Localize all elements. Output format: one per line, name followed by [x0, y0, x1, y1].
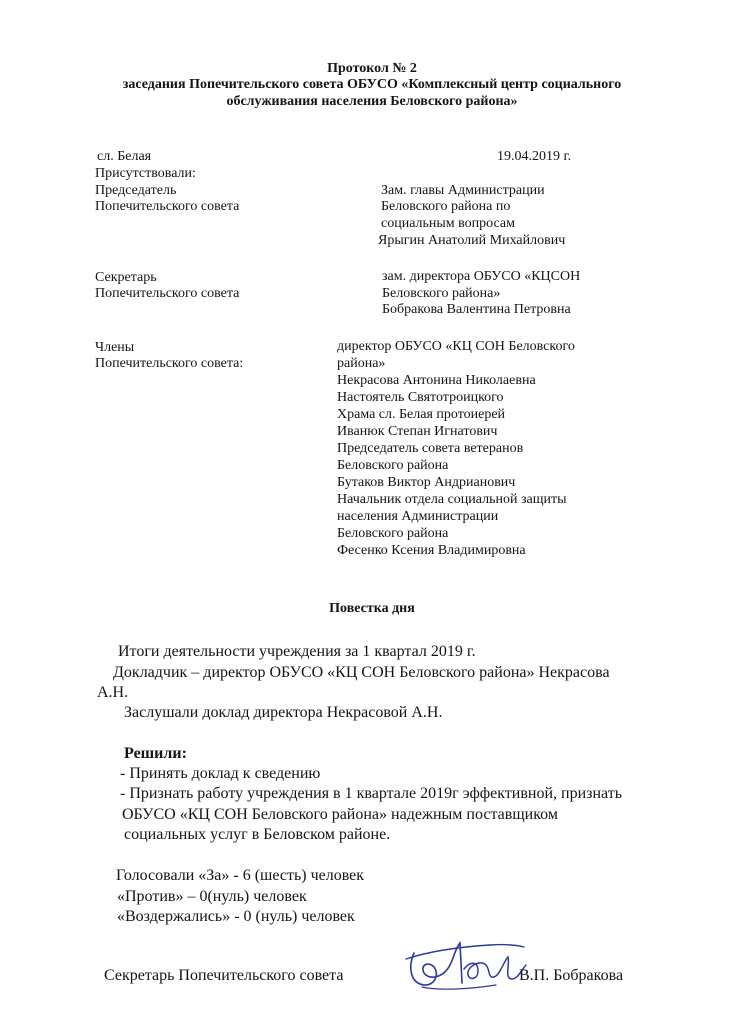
member-name: Некрасова Антонина Николаевна	[337, 373, 536, 388]
member-name: Иванюк Степан Игнатович	[337, 424, 498, 439]
agenda-heading: Повестка дня	[329, 601, 415, 616]
decision-heading: Решили:	[124, 745, 187, 762]
member-line: Беловского района	[337, 526, 449, 541]
member-name: Фесенко Ксения Владимировна	[337, 543, 526, 558]
member-line: Председатель совета ветеранов	[337, 441, 524, 456]
member-line: Начальник отдела социальной защиты	[337, 492, 567, 507]
secretary-line: зам. директора ОБУСО «КЦСОН	[382, 269, 581, 284]
agenda-item: Итоги деятельности учреждения за 1 квартал 2019 г.	[118, 643, 476, 660]
vote-abstained: «Воздержались» - 0 (нуль) человек	[117, 908, 355, 925]
present-label: Присутствовали:	[95, 166, 196, 181]
members-role-line-1: Члены	[95, 340, 135, 355]
member-line: населения Администрации	[337, 509, 499, 524]
chairman-line: Зам. главы Администрации	[381, 183, 545, 198]
chairman-line: социальным вопросам	[381, 216, 515, 231]
footer-secretary-name: В.П. Бобракова	[519, 967, 624, 984]
vote-against: «Против» – 0(нуль) человек	[117, 888, 307, 905]
member-line: Беловского района	[337, 458, 449, 473]
decision-line: - Признать работу учреждения в 1 квартале 2019г эффективной, признать	[120, 785, 622, 802]
meeting-place: сл. Белая	[97, 149, 152, 164]
vote-for: Голосовали «За» - 6 (шесть) человек	[116, 867, 365, 884]
meeting-date: 19.04.2019 г.	[497, 149, 572, 164]
secretary-name: Бобракова Валентина Петровна	[382, 302, 571, 317]
handwritten-signature	[400, 935, 530, 995]
chairman-role-line-1: Председатель	[95, 183, 177, 198]
chairman-line: Беловского района по	[381, 199, 511, 214]
member-line: Храма сл. Белая протоиерей	[337, 407, 506, 422]
document-subtitle-line-2: обслуживания населения Беловского района»	[226, 94, 518, 109]
decision-line: ОБУСО «КЦ СОН Беловского района» надежным поставщиком	[122, 806, 558, 823]
members-role-line-2: Попечительского совета:	[95, 356, 244, 371]
decision-line: социальных услуг в Беловском районе.	[124, 826, 391, 843]
secretary-role-line-2: Попечительского совета	[95, 286, 240, 301]
member-line: директор ОБУСО «КЦ СОН Беловского	[337, 339, 575, 354]
secretary-line: Беловского района»	[382, 286, 501, 301]
agenda-speaker-line-2: А.Н.	[97, 684, 129, 701]
agenda-speaker-line-1: Докладчик – директор ОБУСО «КЦ СОН Беловского района» Некрасова	[113, 664, 610, 681]
chairman-role-line-2: Попечительского совета	[95, 199, 240, 214]
member-line: Настоятель Святотроицкого	[337, 390, 504, 405]
member-name: Бутаков Виктор Андрианович	[337, 475, 516, 490]
footer-secretary-label: Секретарь Попечительского совета	[104, 967, 344, 984]
document-title: Протокол № 2	[327, 61, 417, 76]
member-line: района»	[337, 356, 386, 371]
decision-line: - Принять доклад к сведению	[120, 765, 321, 782]
chairman-name: Ярыгин Анатолий Михайлович	[378, 233, 566, 248]
document-subtitle-line-1: заседания Попечительского совета ОБУСО «Комплексный центр социального	[122, 77, 622, 92]
secretary-role-line-1: Секретарь	[95, 270, 157, 285]
agenda-heard: Заслушали доклад директора Некрасовой А.Н.	[124, 704, 443, 721]
